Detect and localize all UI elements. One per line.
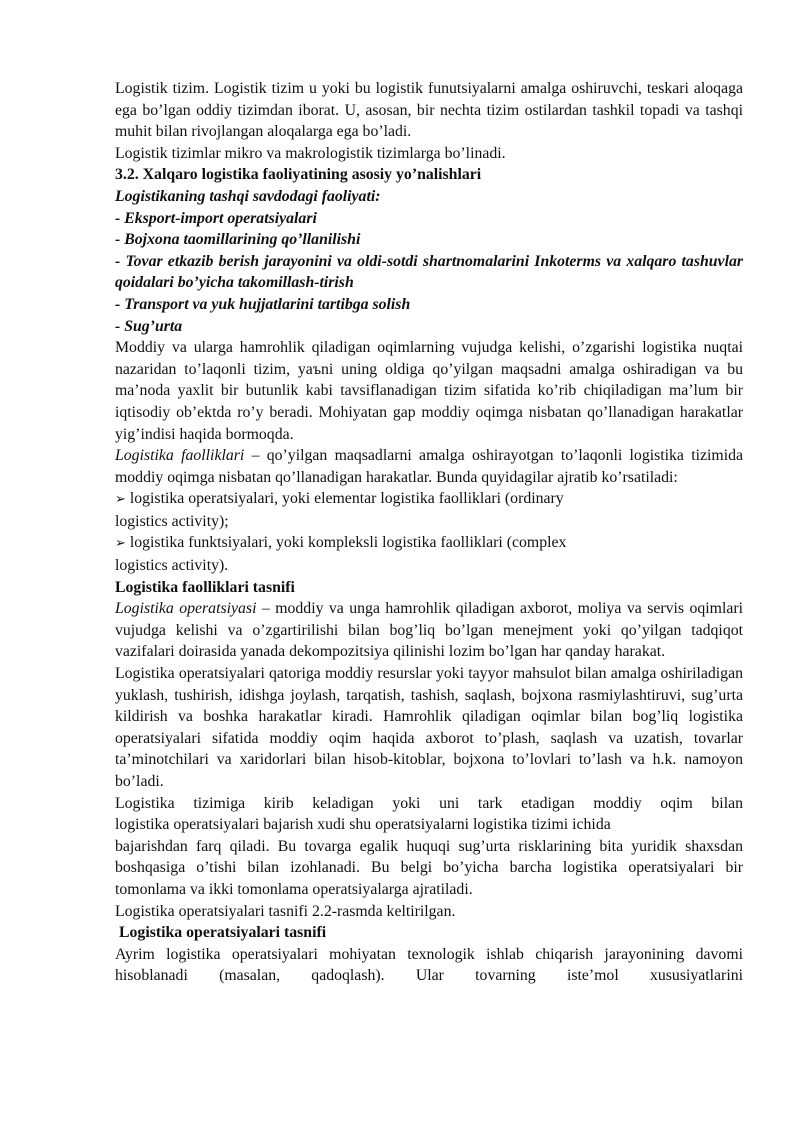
heading-activities-classification: Logistika faolliklari tasnifi [115,578,295,596]
bullet-item-functions: ➢ logistika funktsiyalari, yoki kompleksli logistika faolliklari (complex [115,534,567,552]
list-item-customs: - Bojxona taomillarining qo’llanilishi [115,231,361,249]
bullet-item-operations: ➢ logistika operatsiyalari, yoki elementar logistika faolliklari (ordinary [115,490,564,508]
arrow-bullet-icon: ➢ [115,536,126,552]
list-item-transport-docs: - Transport va yuk hujjatlarini tartibga solish [115,295,411,313]
paragraph-figure-reference: Logistika operatsiyalari tasnifi 2.2-rasmda keltirilgan. [115,902,456,920]
paragraph-operations-boundary-line1: Logistika tizimiga kirib keladigan yoki uni tark etadigan moddiy oqim bilan [115,794,743,812]
list-item-insurance: - Sug’urta [115,317,183,335]
bullet-item-operations-cont: logistics activity); [115,512,229,530]
definition-logistics-operation: – moddiy va unga hamrohlik qiladigan axborot, moliya va servis oqimlari vujudga kelishi va o’zgartirilishi bilan bog’liq bo’lgan menejment yoki qo’yilgan tadqiqot vazifalari doirasida yanada dekompozitsiya qilinishi lozim bo’lgan har qanday harakat. [115,600,744,661]
list-item-export-import: - Eksport-import operatsiyalari [115,209,317,227]
arrow-bullet-icon: ➢ [115,492,126,508]
list-item-incoterms: - Tovar etkazib berish jarayonini va oldi-sotdi shartnomalarini Inkoterms va xalqaro tashuvlar qoidalari bo’yicha takomillash-tirish [115,252,743,292]
paragraph-operations-boundary-line2: logistika operatsiyalari bajarish xudi shu operatsiyalarni logistika tizimi ichida [115,816,611,834]
definition-logistics-activities: – qo’yilgan maqsadlarni amalga oshirayotgan to’laqonli logistika tizimida moddiy oqimga nisbatan qo’llanadigan harakatlar. Bunda quyidagilar ajratib ko’rsatiladi: [115,447,743,486]
paragraph-operations-boundary-rest: bajarishdan farq qiladi. Bu tovarga egalik huquqi sug’urta risklarining bita yuridik shaxsdan boshqasiga o’tishi bilan izohlanadi. Bu belgi bo’yicha barcha logistika operatsiyalari bir tomonlama va ikki tomonlama operatsiyalarga ajratiladi. [115,837,743,898]
paragraph-technological-operations: Ayrim logistika operatsiyalari mohiyatan texnologik ishlab chiqarish jarayonining davomi hisoblanadi (masalan, qadoqlash). Ular tovarning iste’mol xususiyatlarini [115,945,743,985]
paragraph-operations-list: Logistika operatsiyalari qatoriga moddiy resurslar yoki tayyor mahsulot bilan amalga oshiriladigan yuklash, tushirish, idishga joylash, tarqatish, tashish, saqlash, bojxona rasmiylashtiruvi, sug’urta kildirish va boshka harakatlar kiradi. Hamrohlik qiladigan oqimlar bilan bog’liq logistika operatsiyalari sifatida moddiy oqim haqida axborot to’plash, saqlash va uzatish, tovarlar ta’minotchilari va xaridorlari bilan hisob-kitoblar, bojxona to’lovlari to’lash va h.k. namoyon bo’ladi. [115,665,743,790]
term-logistics-activities: Logistika faolliklari [115,447,245,465]
paragraph-logistics-operation [115,598,743,663]
heading-operations-classification: Logistika operatsiyalari tasnifi [119,924,327,942]
term-logistics-operation: Logistika operatsiyasi [115,600,257,618]
section-heading-3-2: 3.2. Xalqaro logistika faoliyatining asosiy yo’nalishlari [115,166,482,184]
document-page [115,78,743,987]
paragraph-material-flows: Moddiy va ularga hamrohlik qiladigan oqimlarning vujudga kelishi, o’zgarishi logistika nuqtai nazaridan to’laqonli tizim, yaъni uning oldiga qo’yilgan maqsadni amalga oshiradigan va bu ma’noda yaxlit bir butunlik kabi tavsiflanadigan tizim sifatida ko’rib chiqiladigan ma’lum bir iqtisodiy ob’ektda ro’y beradi. Mohiyatan gap moddiy oqimga nisbatan qo’llanadigan harakatlar yig’indisi haqida bormoqda. [115,339,743,443]
bullet-item-functions-cont: logistics activity). [115,557,229,575]
paragraph-logistics-activities [115,445,743,488]
paragraph-system-types: Logistik tizimlar mikro va makrologistik tizimlarga bo’linadi. [115,144,506,162]
paragraph-logistic-system: Logistik tizim. Logistik tizim u yoki bu logistik funutsiyalarni amalga oshiruvchi, teskari aloqaga ega bo’lgan oddiy tizimdan iborat. U, asosan, bir nechta tizim ostilardan tashkil topadi va tashqi muhit bilan rivojlangan aloqalarga ega bo’ladi. [115,80,743,141]
subheading-foreign-trade: Logistikaning tashqi savdodagi faoliyati: [115,187,381,205]
